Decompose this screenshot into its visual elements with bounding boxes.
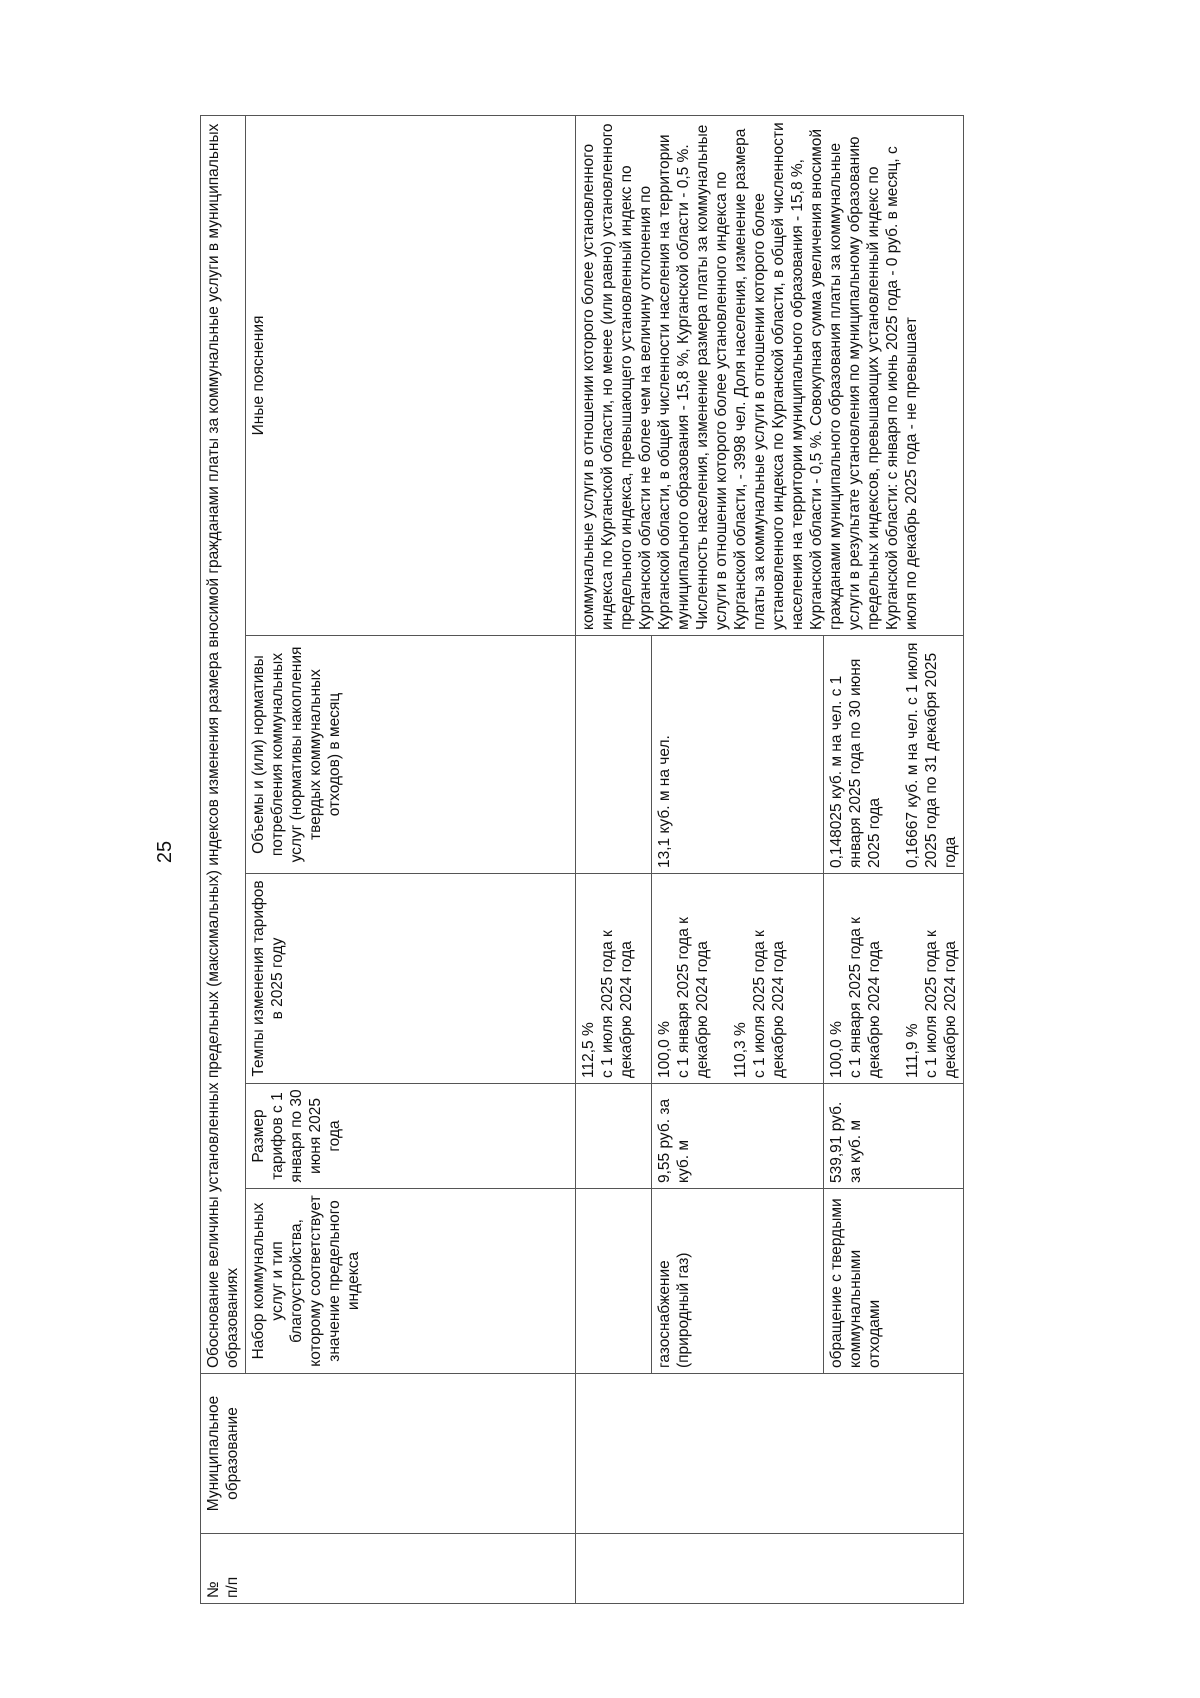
rate-value: 111,9 %	[904, 1023, 921, 1078]
header-notes: Иные пояснения	[246, 115, 576, 635]
cell-tariff: 9,55 руб. за куб. м	[652, 1084, 824, 1189]
header-volumes: Объемы и (или) нормативы потребления коммунальных услуг (нормативы накопления твердых коммунальных отходов) в месяц	[246, 636, 576, 874]
rate-desc: с 1 июля 2025 года к декабрю 2024 года	[751, 930, 787, 1078]
header-municipality: Муниципальное образование	[201, 1374, 576, 1534]
justification-table	[200, 115, 964, 1604]
rate-value: 100,0 %	[828, 1021, 845, 1078]
volume-value: 0,148025 куб. м на чел. с 1 января 2025 года по 30 июня 2025 года	[828, 658, 883, 868]
cell-volume	[576, 636, 652, 874]
rate-value: 112,5 %	[580, 1022, 597, 1078]
cell-rate	[652, 874, 824, 1084]
cell-volume	[824, 636, 964, 874]
cell-service: обращение с твердыми коммунальными отходами	[824, 1189, 964, 1374]
cell-rate	[824, 874, 964, 1084]
header-tariff-size: Размер тарифов с 1 января по 30 июня 2025 года	[246, 1084, 576, 1189]
rotated-page	[200, 116, 1145, 1604]
rate-value: 100,0 %	[656, 1021, 673, 1078]
cell-service: газоснабжение (природный газ)	[652, 1189, 824, 1374]
header-tariff-rate: Темпы изменения тарифов в 2025 году	[246, 874, 576, 1084]
rate-desc: с 1 июля 2025 года к декабрю 2024 года	[923, 930, 959, 1078]
volume-value: 0,16667 куб. м на чел. с 1 июля 2025 года по 31 декабря 2025 года	[904, 642, 959, 868]
cell-rate	[576, 874, 652, 1084]
header-num: № п/п	[201, 1534, 576, 1604]
header-services: Набор коммунальных услуг и тип благоустройства, которому соответствует значение предельного индекса	[246, 1189, 576, 1374]
header-row-1	[201, 115, 246, 1603]
cell-notes: коммунальные услуги в отношении которого более установленного индекса по Курганской области, но менее (или равно) установленного предельного индекса, превышающего установленный индекс по Курганской области не более чем на величину отклонения по Курганской области, в общей численности населения на территории муниципального образования - 15,8 %, Курганской области - 0,5 %. Численность населения, изменение размера платы за коммунальные услуги в отношении которого более установленного индекса по Курганской области, - 3998 чел. Доля населения, изменение размера платы за коммунальные услуги в отношении которого более установленного индекса по Курганской области, в общей численности населения на территории муниципального образования - 15,8 %, Курганской области - 0,5 %. Совокупная сумма увеличения вносимой гражданами муниципального образования платы за коммунальные услуги в результате установления по муниципальному образованию предельных индексов, превышающих установленный индекс по Курганской области: с января по июнь 2025 года - 0 руб. в месяц, с июля по декабрь 2025 года - не превышает	[576, 115, 964, 635]
rate-desc: с 1 января 2025 года к декабрю 2024 года	[675, 917, 711, 1078]
cell-service	[576, 1189, 652, 1374]
header-main-title: Обоснование величины установленных предельных (максимальных) индексов изменения размера вносимой гражданами платы за коммунальные услуги в муниципальных образованиях	[201, 115, 246, 1373]
cell-tariff	[576, 1084, 652, 1189]
cell-tariff: 539,91 руб. за куб. м	[824, 1084, 964, 1189]
rate-value: 110,3 %	[732, 1022, 749, 1078]
rate-desc: с 1 июля 2025 года к декабрю 2024 года	[599, 930, 635, 1078]
cell-num	[576, 1534, 964, 1604]
cell-volume: 13,1 куб. м на чел.	[652, 636, 824, 874]
table-row	[576, 115, 652, 1603]
page-number: 25	[154, 840, 176, 864]
rate-desc: с 1 января 2025 года к декабрю 2024 года	[847, 917, 883, 1078]
cell-municipality	[576, 1374, 964, 1534]
